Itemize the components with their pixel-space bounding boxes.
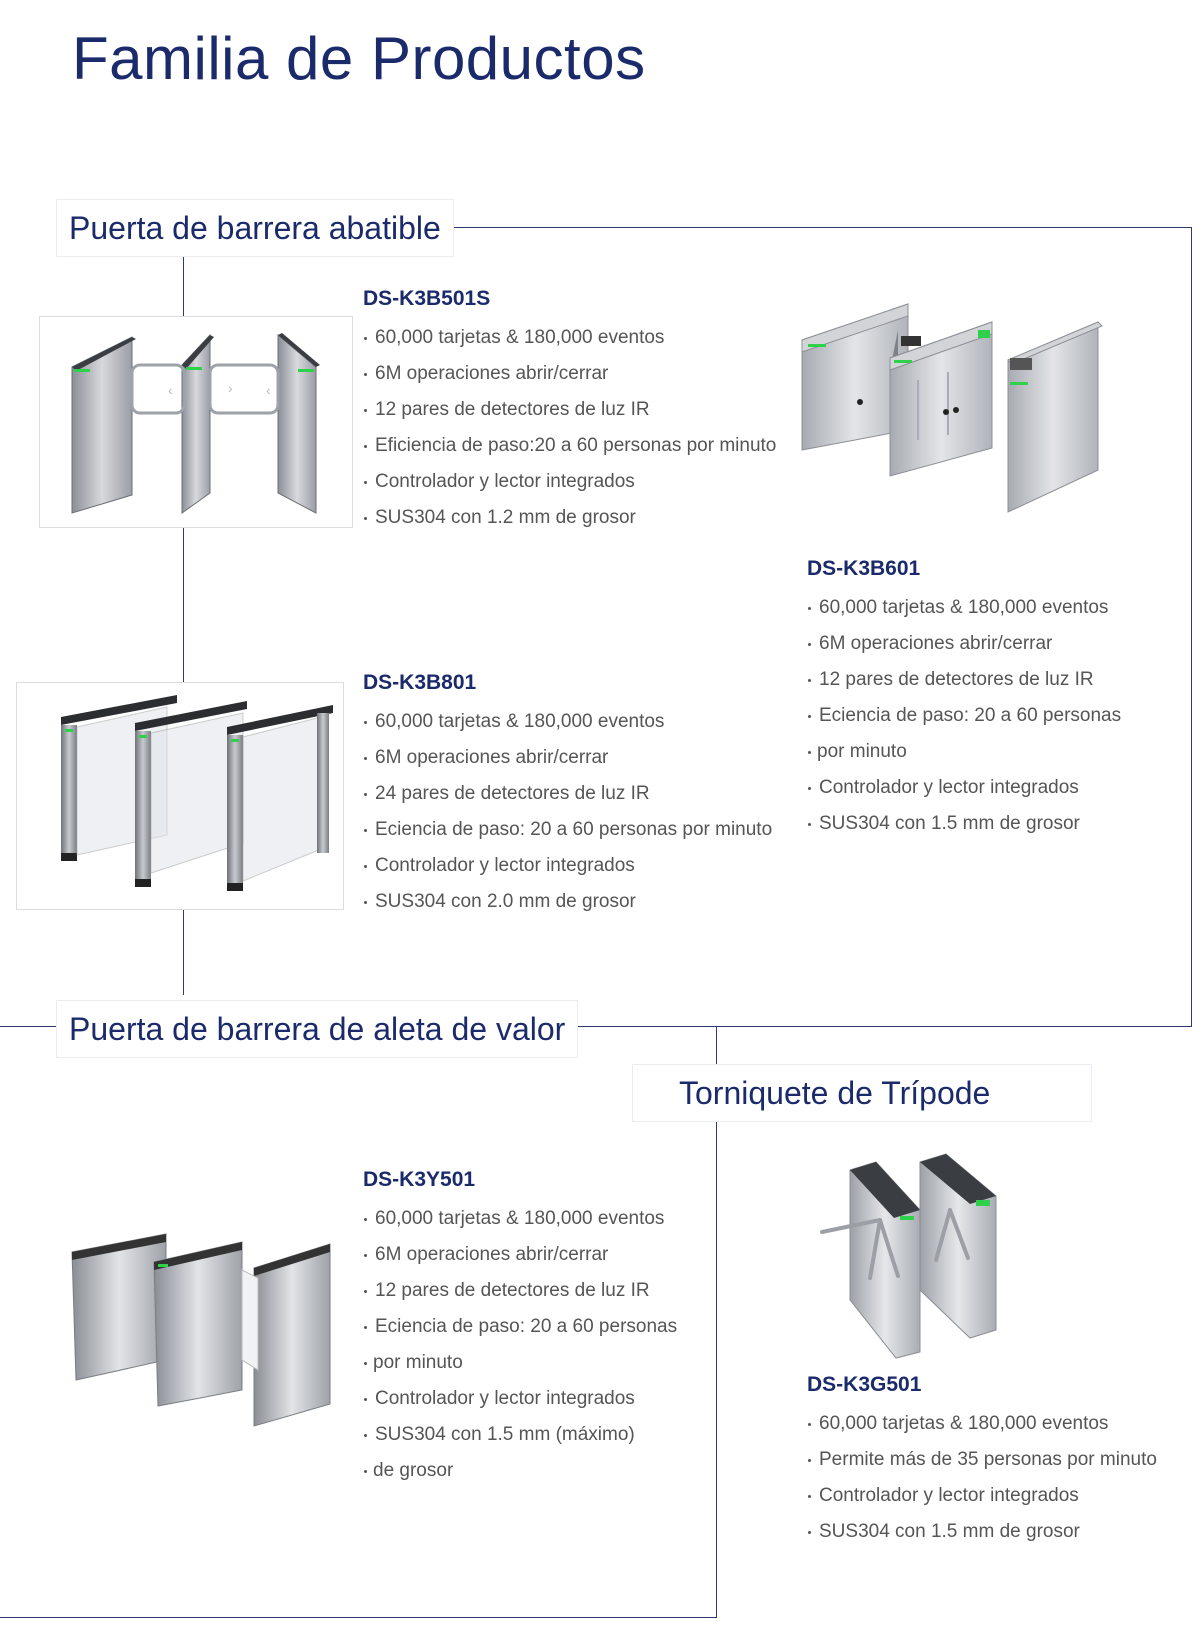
product-ds-k3y501 <box>363 1168 677 1489</box>
feature-item: 60,000 tarjetas & 180,000 eventos <box>363 704 772 740</box>
feature-item: 12 pares de detectores de luz IR <box>363 1273 677 1309</box>
feature-item: 24 pares de detectores de luz IR <box>363 776 772 812</box>
feature-list <box>363 320 776 536</box>
section-tripod-title: Torniquete de Trípode <box>632 1064 1092 1122</box>
feature-item: 6M operaciones abrir/cerrar <box>807 626 1121 662</box>
feature-item: por minuto <box>807 734 1121 770</box>
arrow-icon: › <box>228 380 233 396</box>
product-model: DS-K3B801 <box>363 671 477 694</box>
frame-line-right <box>1191 227 1192 1027</box>
arrow-icon: ‹ <box>266 382 271 398</box>
section-flap-barrier-title: Puerta de barrera de aleta de valor <box>56 1000 578 1058</box>
feature-item: SUS304 con 1.5 mm de grosor <box>807 806 1121 842</box>
product-model: DS-K3Y501 <box>363 1168 476 1191</box>
feature-item: SUS304 con 1.5 mm (máximo) <box>363 1417 677 1453</box>
feature-item: de grosor <box>363 1453 677 1489</box>
cabinet-center <box>182 335 214 513</box>
feature-item: 60,000 tarjetas & 180,000 eventos <box>363 320 776 356</box>
section-swing-barrier-title: Puerta de barrera abatible <box>56 199 454 257</box>
feature-item: 12 pares de detectores de luz IR <box>807 662 1121 698</box>
product-image-ds-k3g501 <box>820 1140 1050 1360</box>
feature-item: Eficiencia de paso:20 a 60 personas por minuto <box>363 428 776 464</box>
feature-item: Controlador y lector integrados <box>807 1478 1157 1514</box>
flap-barrier-illustration <box>66 1230 336 1430</box>
feature-list <box>363 704 772 920</box>
feature-list <box>807 590 1121 842</box>
feature-item: Eciencia de paso: 20 a 60 personas por minuto <box>363 812 772 848</box>
page-title: Familia de Productos <box>72 25 646 92</box>
tripod-turnstile-illustration <box>820 1140 1050 1360</box>
feature-item: SUS304 con 2.0 mm de grosor <box>363 884 772 920</box>
cabinet-left <box>72 337 136 513</box>
product-model: DS-K3B501S <box>363 287 491 310</box>
frame-line-top <box>430 227 1192 228</box>
feature-item: Permite más de 35 personas por minuto <box>807 1442 1157 1478</box>
feature-item: 60,000 tarjetas & 180,000 eventos <box>807 1406 1157 1442</box>
product-ds-k3b501s <box>363 287 776 536</box>
feature-item: 6M operaciones abrir/cerrar <box>363 1237 677 1273</box>
feature-item: 60,000 tarjetas & 180,000 eventos <box>807 590 1121 626</box>
feature-item: Controlador y lector integrados <box>807 770 1121 806</box>
product-model: DS-K3G501 <box>807 1373 922 1396</box>
cabinet-right <box>278 333 320 513</box>
feature-item: 6M operaciones abrir/cerrar <box>363 356 776 392</box>
feature-item: Controlador y lector integrados <box>363 464 776 500</box>
feature-item: Eciencia de paso: 20 a 60 personas <box>363 1309 677 1345</box>
product-image-ds-k3b601 <box>798 300 1118 525</box>
feature-item: 6M operaciones abrir/cerrar <box>363 740 772 776</box>
feature-item: por minuto <box>363 1345 677 1381</box>
feature-item: SUS304 con 1.2 mm de grosor <box>363 500 776 536</box>
swing-barrier-large-illustration <box>798 300 1118 525</box>
product-image-ds-k3y501 <box>66 1230 336 1430</box>
product-image-ds-k3b801 <box>16 682 344 910</box>
arrow-icon: ‹ <box>168 382 173 398</box>
product-ds-k3b801 <box>363 671 772 920</box>
feature-item: Controlador y lector integrados <box>363 848 772 884</box>
feature-item: 12 pares de detectores de luz IR <box>363 392 776 428</box>
product-ds-k3g501 <box>807 1373 1157 1550</box>
swing-barrier-illustration <box>40 317 352 527</box>
frame-line-bottom <box>0 1617 717 1618</box>
feature-item: 60,000 tarjetas & 180,000 eventos <box>363 1201 677 1237</box>
product-ds-k3b601 <box>807 557 1121 842</box>
feature-item: Eciencia de paso: 20 a 60 personas <box>807 698 1121 734</box>
feature-list <box>363 1201 677 1489</box>
product-image-ds-k3b501s <box>39 316 353 528</box>
product-model: DS-K3B601 <box>807 557 921 580</box>
feature-list <box>807 1406 1157 1550</box>
glass-swing-barrier-illustration <box>17 683 343 909</box>
feature-item: SUS304 con 1.5 mm de grosor <box>807 1514 1157 1550</box>
feature-item: Controlador y lector integrados <box>363 1381 677 1417</box>
